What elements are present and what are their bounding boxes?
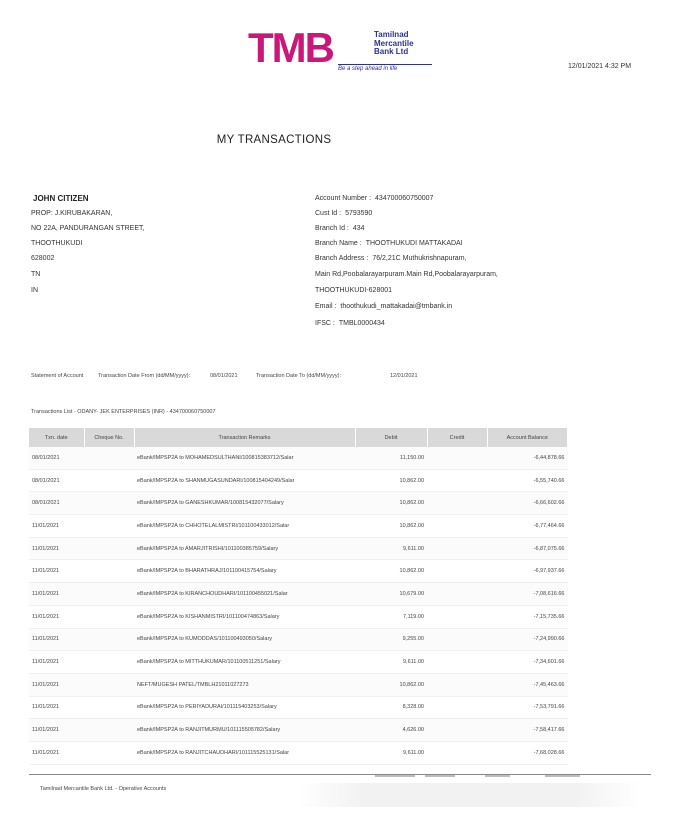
table-row [29,537,568,560]
table-header-row [29,428,568,447]
transactions-table [29,428,568,765]
branch-address-label: Branch Address : [315,255,369,262]
date-to-value: 12/01/2021 [390,373,418,379]
customer-address-line: IN [31,287,38,294]
header-balance: Account Balance [487,428,568,447]
cell-remarks: eBank/IMPSP2A to BHARATHRAJ/101100415754/Salary [134,560,355,583]
branch-id-label: Branch Id : [315,225,349,232]
email-value[interactable]: thoothukudi_mattakadai@tmbank.in [340,303,453,310]
account-number: 434700060750007 [375,195,434,202]
customer-address-line: 628002 [31,255,55,262]
cell-credit [427,469,487,492]
cell-date: 11/01/2021 [29,719,84,742]
logo-letters: TMB [248,24,333,71]
account-number-label: Account Number : [315,195,372,202]
cell-remarks: eBank/IMPSP2A to AMARJITRISHI/101100385759/Salary [134,537,355,560]
cell-credit [427,741,487,764]
cell-credit [427,537,487,560]
table-row [29,515,568,538]
date-to-label: Transaction Date To (dd/MM/yyyy): [256,373,341,379]
cell-debit: 10,862.00 [355,560,427,583]
cell-date: 11/01/2021 [29,583,84,606]
cell-balance: -6,66,602.66 [487,492,568,515]
logo-bank-name-line: Bank Ltd [374,47,409,56]
date-from-label: Transaction Date From (dd/MM/yyyy): [98,373,191,379]
cell-remarks: eBank/IMPSP2A to RANJITCHAUDHARI/101115525131/Salar [134,741,355,764]
cell-date: 11/01/2021 [29,651,84,674]
footer-redaction [345,771,645,783]
cell-cheque [84,560,134,583]
table-row [29,583,568,606]
cell-remarks: eBank/IMPSP2A to KIRANCHOUDHARI/101100455021/Salar [134,583,355,606]
cell-debit: 10,679.00 [355,583,427,606]
branch-address-line: 76/2,21C Muthukrishnapuram, [372,255,467,262]
redaction-mark [375,775,415,777]
redaction-mark [545,775,580,777]
cell-remarks: eBank/IMPSP2A to MITTHUKUMAR/101100511251/Salary [134,651,355,674]
logo-bank-name [374,31,414,57]
footer-text: Tamilnad Mercantile Bank Ltd. - Operative Accounts [40,786,167,792]
ifsc-value: TMBL0000434 [338,320,385,327]
cell-credit [427,515,487,538]
customer-address-line: TN [31,271,41,278]
statement-label: Statement of Account [31,373,84,379]
cell-credit [427,628,487,651]
cell-debit: 9,611.00 [355,741,427,764]
branch-name: THOOTHUKUDI MATTAKADAI [365,240,463,247]
ifsc-label: IFSC : [315,320,335,327]
cell-debit: 10,862.00 [355,492,427,515]
cust-id-label: Cust Id : [315,210,342,217]
cell-remarks: eBank/IMPSP2A to PERIYADURAI/101115403253/Salary [134,696,355,719]
cell-credit [427,696,487,719]
cell-balance: -7,24,990.66 [487,628,568,651]
cell-debit: 9,611.00 [355,537,427,560]
cell-credit [427,719,487,742]
cell-debit: 9,255.00 [355,628,427,651]
customer-address-line: THOOTHUKUDI [31,240,83,247]
cell-credit [427,583,487,606]
cell-balance: -7,58,417.66 [487,719,568,742]
cell-debit: 11,150.00 [355,447,427,469]
header-cheque-no: Cheque No. [84,428,134,447]
cell-date: 08/01/2021 [29,469,84,492]
cell-credit [427,560,487,583]
cell-date: 11/01/2021 [29,696,84,719]
cust-id-row [315,210,372,217]
cell-credit [427,447,487,469]
cell-date: 11/01/2021 [29,515,84,538]
cell-cheque [84,605,134,628]
cell-date: 11/01/2021 [29,560,84,583]
cell-date: 11/01/2021 [29,605,84,628]
logo-tagline: Be a step ahead in life [338,66,398,72]
table-row [29,719,568,742]
redaction-mark [485,775,510,777]
cell-remarks: NEFT/MUGESH PATEL/TMBLH21011027273 [134,673,355,696]
cell-remarks: eBank/IMPSP2A to RANJITMURMU/101115505782/Salary [134,719,355,742]
table-row [29,560,568,583]
cell-debit: 9,611.00 [355,651,427,674]
table-row [29,492,568,515]
cell-debit: 4,626.00 [355,719,427,742]
branch-address-row [315,255,466,262]
logo-stripe [338,64,432,65]
bank-logo [248,26,438,76]
cell-date: 11/01/2021 [29,537,84,560]
cell-remarks: eBank/IMPSP2A to GANESHKUMAR/100815432077/Salary [134,492,355,515]
header-txn-date: Txn. date [29,428,84,447]
print-timestamp: 12/01/2021 4:32 PM [568,63,632,70]
cust-id: 5793590 [345,210,373,217]
customer-address-line: NO 22A, PANDURANGAN STREET, [31,225,145,232]
header-credit: Credit [427,428,487,447]
branch-name-label: Branch Name : [315,240,362,247]
cell-cheque [84,492,134,515]
transactions-list-title: Transactions List - ODANY- JEK ENTERPRISES (INR) - 434700060750007 [31,409,216,415]
cell-remarks: eBank/IMPSP2A to CHHOTELALMISTRI/101100433012/Salar [134,515,355,538]
page-title: MY TRANSACTIONS [216,134,332,146]
redaction-mark [425,775,455,777]
branch-address-line: Main Rd,Poobalarayarpuram.Main Rd,Poobalarayarpuram, [315,271,498,278]
cell-balance: -7,08,616.66 [487,583,568,606]
cell-balance: -7,68,028.66 [487,741,568,764]
cell-balance: -7,34,601.66 [487,651,568,674]
email-row [315,303,452,310]
cell-debit: 8,328.00 [355,696,427,719]
cell-credit [427,605,487,628]
cell-balance: -6,44,878.66 [487,447,568,469]
cell-remarks: eBank/IMPSP2A to KISHANMISTRI/101100474863/Salary [134,605,355,628]
branch-address-line: THOOTHUKUDI-628001 [315,287,393,294]
cell-balance: -6,87,075.66 [487,537,568,560]
cell-cheque [84,537,134,560]
table-row [29,628,568,651]
cell-cheque [84,447,134,469]
cell-remarks: eBank/IMPSP2A to MOHAMEDSULTHANI/100815383712/Salar [134,447,355,469]
cell-balance: -6,77,464.66 [487,515,568,538]
cell-debit: 10,862.00 [355,673,427,696]
table-row [29,651,568,674]
cell-date: 08/01/2021 [29,492,84,515]
branch-name-row [315,240,463,247]
cell-balance: -7,53,791.66 [487,696,568,719]
table-row [29,447,568,469]
date-from-value: 08/01/2021 [210,373,238,379]
cell-date: 11/01/2021 [29,628,84,651]
cell-debit: 10,862.00 [355,515,427,538]
cell-date: 08/01/2021 [29,447,84,469]
cell-cheque [84,673,134,696]
table-row [29,673,568,696]
ifsc-row [315,320,385,327]
cell-credit [427,651,487,674]
table-row [29,741,568,764]
table-row [29,605,568,628]
cell-remarks: eBank/IMPSP2A to KUMODDAS/101100493050/Salary [134,628,355,651]
cell-credit [427,673,487,696]
cell-remarks: eBank/IMPSP2A to SHANMUGASUNDARI/100815404249/Salar [134,469,355,492]
cell-cheque [84,696,134,719]
header-debit: Debit [355,428,427,447]
cell-debit: 7,119.00 [355,605,427,628]
cell-cheque [84,628,134,651]
cell-debit: 10,862.00 [355,469,427,492]
header-remarks: Transaction Remarks [134,428,355,447]
cell-credit [427,492,487,515]
cell-date: 11/01/2021 [29,673,84,696]
cell-cheque [84,515,134,538]
cell-balance: -6,97,937.66 [487,560,568,583]
email-label: Email : [315,303,337,310]
cell-cheque [84,651,134,674]
logo-bank-name-line: Mercantile [374,38,414,48]
account-number-row [315,195,433,202]
logo-bank-name-line: Tamilnad [374,30,409,39]
table-row [29,696,568,719]
cell-balance: -7,45,463.66 [487,673,568,696]
cell-balance: -6,55,740.66 [487,469,568,492]
cell-cheque [84,741,134,764]
cell-cheque [84,719,134,742]
cell-cheque [84,583,134,606]
branch-id: 434 [352,225,365,232]
branch-id-row [315,225,365,232]
footer-blur [298,783,641,807]
transactions-body [29,447,568,764]
customer-address-line: PROP: J.KIRUBAKARAN, [31,210,113,217]
cell-cheque [84,469,134,492]
customer-name: JOHN CITIZEN [33,194,89,203]
table-row [29,469,568,492]
cell-balance: -7,15,735.66 [487,605,568,628]
cell-date: 11/01/2021 [29,741,84,764]
